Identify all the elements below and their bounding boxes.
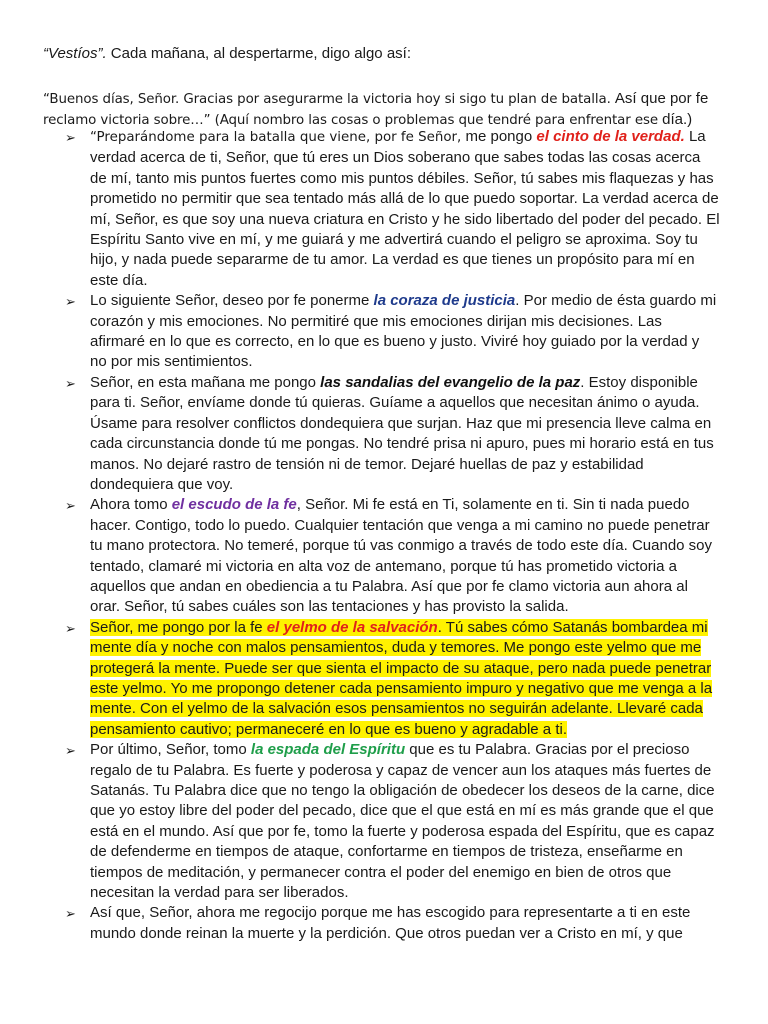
item-text-narrow: “Preparándome para la batalla que viene, por fe Señor,: [90, 130, 462, 145]
list-item-sandals: [0, 373, 720, 495]
item-text-before: Así que, Señor, ahora me regocijo porque me has escogido para representarte a ti en este mundo donde reinan la muerte y la perdición. Que otros puedan ver a Cristo en mí, y que: [90, 904, 691, 942]
list-item-helmet: [0, 618, 720, 740]
item-key-phrase: el yelmo de la salvación: [266, 618, 438, 636]
item-text-before: me pongo: [461, 128, 537, 145]
item-text-before: Señor, en esta mañana me pongo: [90, 373, 321, 391]
item-text-after: La verdad acerca de ti, Señor, que tú eres un Dios soberano que sabes todas las cosas acerca de mí, tanto mis puntos fuertes como mis puntos débiles. Señor, tú sabes mis flaquezas y has prometido no permitir que sea tentado más allá de lo que puedo soportar. La verdad acerca de mí, Señor, es que soy una nueva criatura en Cristo y he sido libertado del poder del pecado. El Espíritu Santo vive en mí, y me guiará y me advertirá cuando el peligro se aproxima. Soy tu hijo, y nada puede separarme de tu amor. La verdad es que tienes un propósito para mí en este día.: [90, 128, 720, 289]
item-text-before: Señor, me pongo por la fe: [90, 618, 267, 636]
item-text-before: Por último, Señor, tomo: [90, 741, 251, 759]
item-key-phrase: la espada del Espíritu: [250, 741, 406, 759]
item-text-before: Lo siguiente Señor, deseo por fe ponerme: [90, 292, 374, 310]
list-item-breastplate: [0, 291, 720, 373]
prayer-intro-text-d: día.): [662, 111, 693, 128]
list-item-sword: [0, 740, 720, 903]
armor-list: [0, 127, 768, 944]
intro-line-text: Cada mañana, al despertarme, digo algo así:: [106, 45, 411, 62]
arrow-bullet-icon: ➢: [65, 294, 76, 310]
item-key-phrase: las sandalias del evangelio de la paz: [320, 373, 581, 391]
list-item-closing: [0, 903, 720, 944]
list-item-shield: [0, 495, 720, 617]
item-text-after: . Tú sabes cómo Satanás bombardea mi mente día y noche con malos pensamientos, duda y temores. Me pongo este yelmo que me protegerá la mente. Puede ser que sienta el impacto de su ataque, pero nada puede penetrar este yelmo. Yo me propongo detener cada pensamiento impuro y negativo que me venga a la mente. Con el yelmo de la salvación esos pensamientos no seguirán adelante. Llevaré cada pensamiento cautivo; permaneceré en lo que es bueno y agradable a ti.: [90, 618, 713, 738]
arrow-bullet-icon: ➢: [65, 375, 76, 391]
prayer-intro-text-a: “Buenos días, Señor. Gracias por asegurarme la victoria hoy si sigo tu plan de batalla.: [43, 92, 615, 107]
arrow-bullet-icon: ➢: [65, 906, 76, 922]
vestios-quote: “Vestíos”.: [43, 45, 107, 62]
intro-line: [43, 44, 733, 64]
item-text-after: que es tu Palabra. Gracias por el precioso regalo de tu Palabra. Es fuerte y poderosa y capaz de vencer aun los ataques más fuertes de Satanás. Tu Palabra dice que no tengo la obligación de obedecer los deseos de la carne, dice que yo estoy libre del poder del pecado, dice que el que está en mí es más grande que el que está en el mundo. Así que por fe, tomo la fuerte y poderosa espada del Espíritu, que es capaz de defenderme en tiempos de ataque, confortarme en tiempos de tristeza, enseñarme en tiempos de meditación, y permanecer contra el poder del enemigo en bien de otros que necesitan la verdad para ser liberados.: [90, 741, 715, 902]
item-text-after: . Estoy disponible para ti. Señor, envíame donde tú quieras. Guíame a aquellos que necesitan ánimo o ayuda. Úsame para resolver conflictos dondequiera que surjan. Haz que mi presencia lleve calma en cada circunstancia donde tú me pongas. No tendré prisa ni apuro, pues mi horario está en tus manos. No dejaré rastro de tensión ni de temor. Dejaré huellas de paz y estabilidad dondequiera que voy.: [90, 373, 714, 493]
prayer-intro-text-b: Así que por fe: [614, 90, 709, 107]
arrow-bullet-icon: ➢: [65, 743, 76, 759]
arrow-bullet-icon: ➢: [65, 130, 76, 145]
item-key-phrase: el escudo de la fe: [171, 496, 297, 514]
prayer-intro: [43, 89, 733, 131]
prayer-intro-text-c: reclamo victoria sobre…” (Aquí nombro las cosas o problemas que tendré para enfrentar ese: [43, 113, 663, 128]
item-text-after: , Señor. Mi fe está en Ti, solamente en ti. Sin ti nada puedo hacer. Contigo, todo lo puedo. Cualquier tentación que venga a mi camino no puede penetrar tu mano protectora. No temeré, porque tú vas conmigo a través de todo este día. Cuando soy tentado, clamaré mi victoria en alta voz de antemano, porque tú has prometido victoria a aquellos que andan en obediencia a tu Palabra. Así que por fe clamo victoria aun ahora al orar. Señor, tú sabes cuáles son las tentaciones y has provisto la salida.: [90, 496, 713, 616]
item-key-phrase: el cinto de la verdad.: [536, 128, 685, 145]
arrow-bullet-icon: ➢: [65, 498, 76, 514]
list-item-belt: [0, 127, 720, 291]
item-key-phrase: la coraza de justicia: [373, 292, 516, 310]
arrow-bullet-icon: ➢: [65, 620, 76, 636]
item-text-after: . Por medio de ésta guardo mi corazón y mis emociones. No permitiré que mis emociones dirijan mis decisiones. Las afirmaré en lo que es correcto, en lo que es bueno y justo. Viviré hoy guiado por la verdad y no por mis sentimientos.: [90, 292, 717, 371]
item-text-before: Ahora tomo: [90, 496, 172, 514]
